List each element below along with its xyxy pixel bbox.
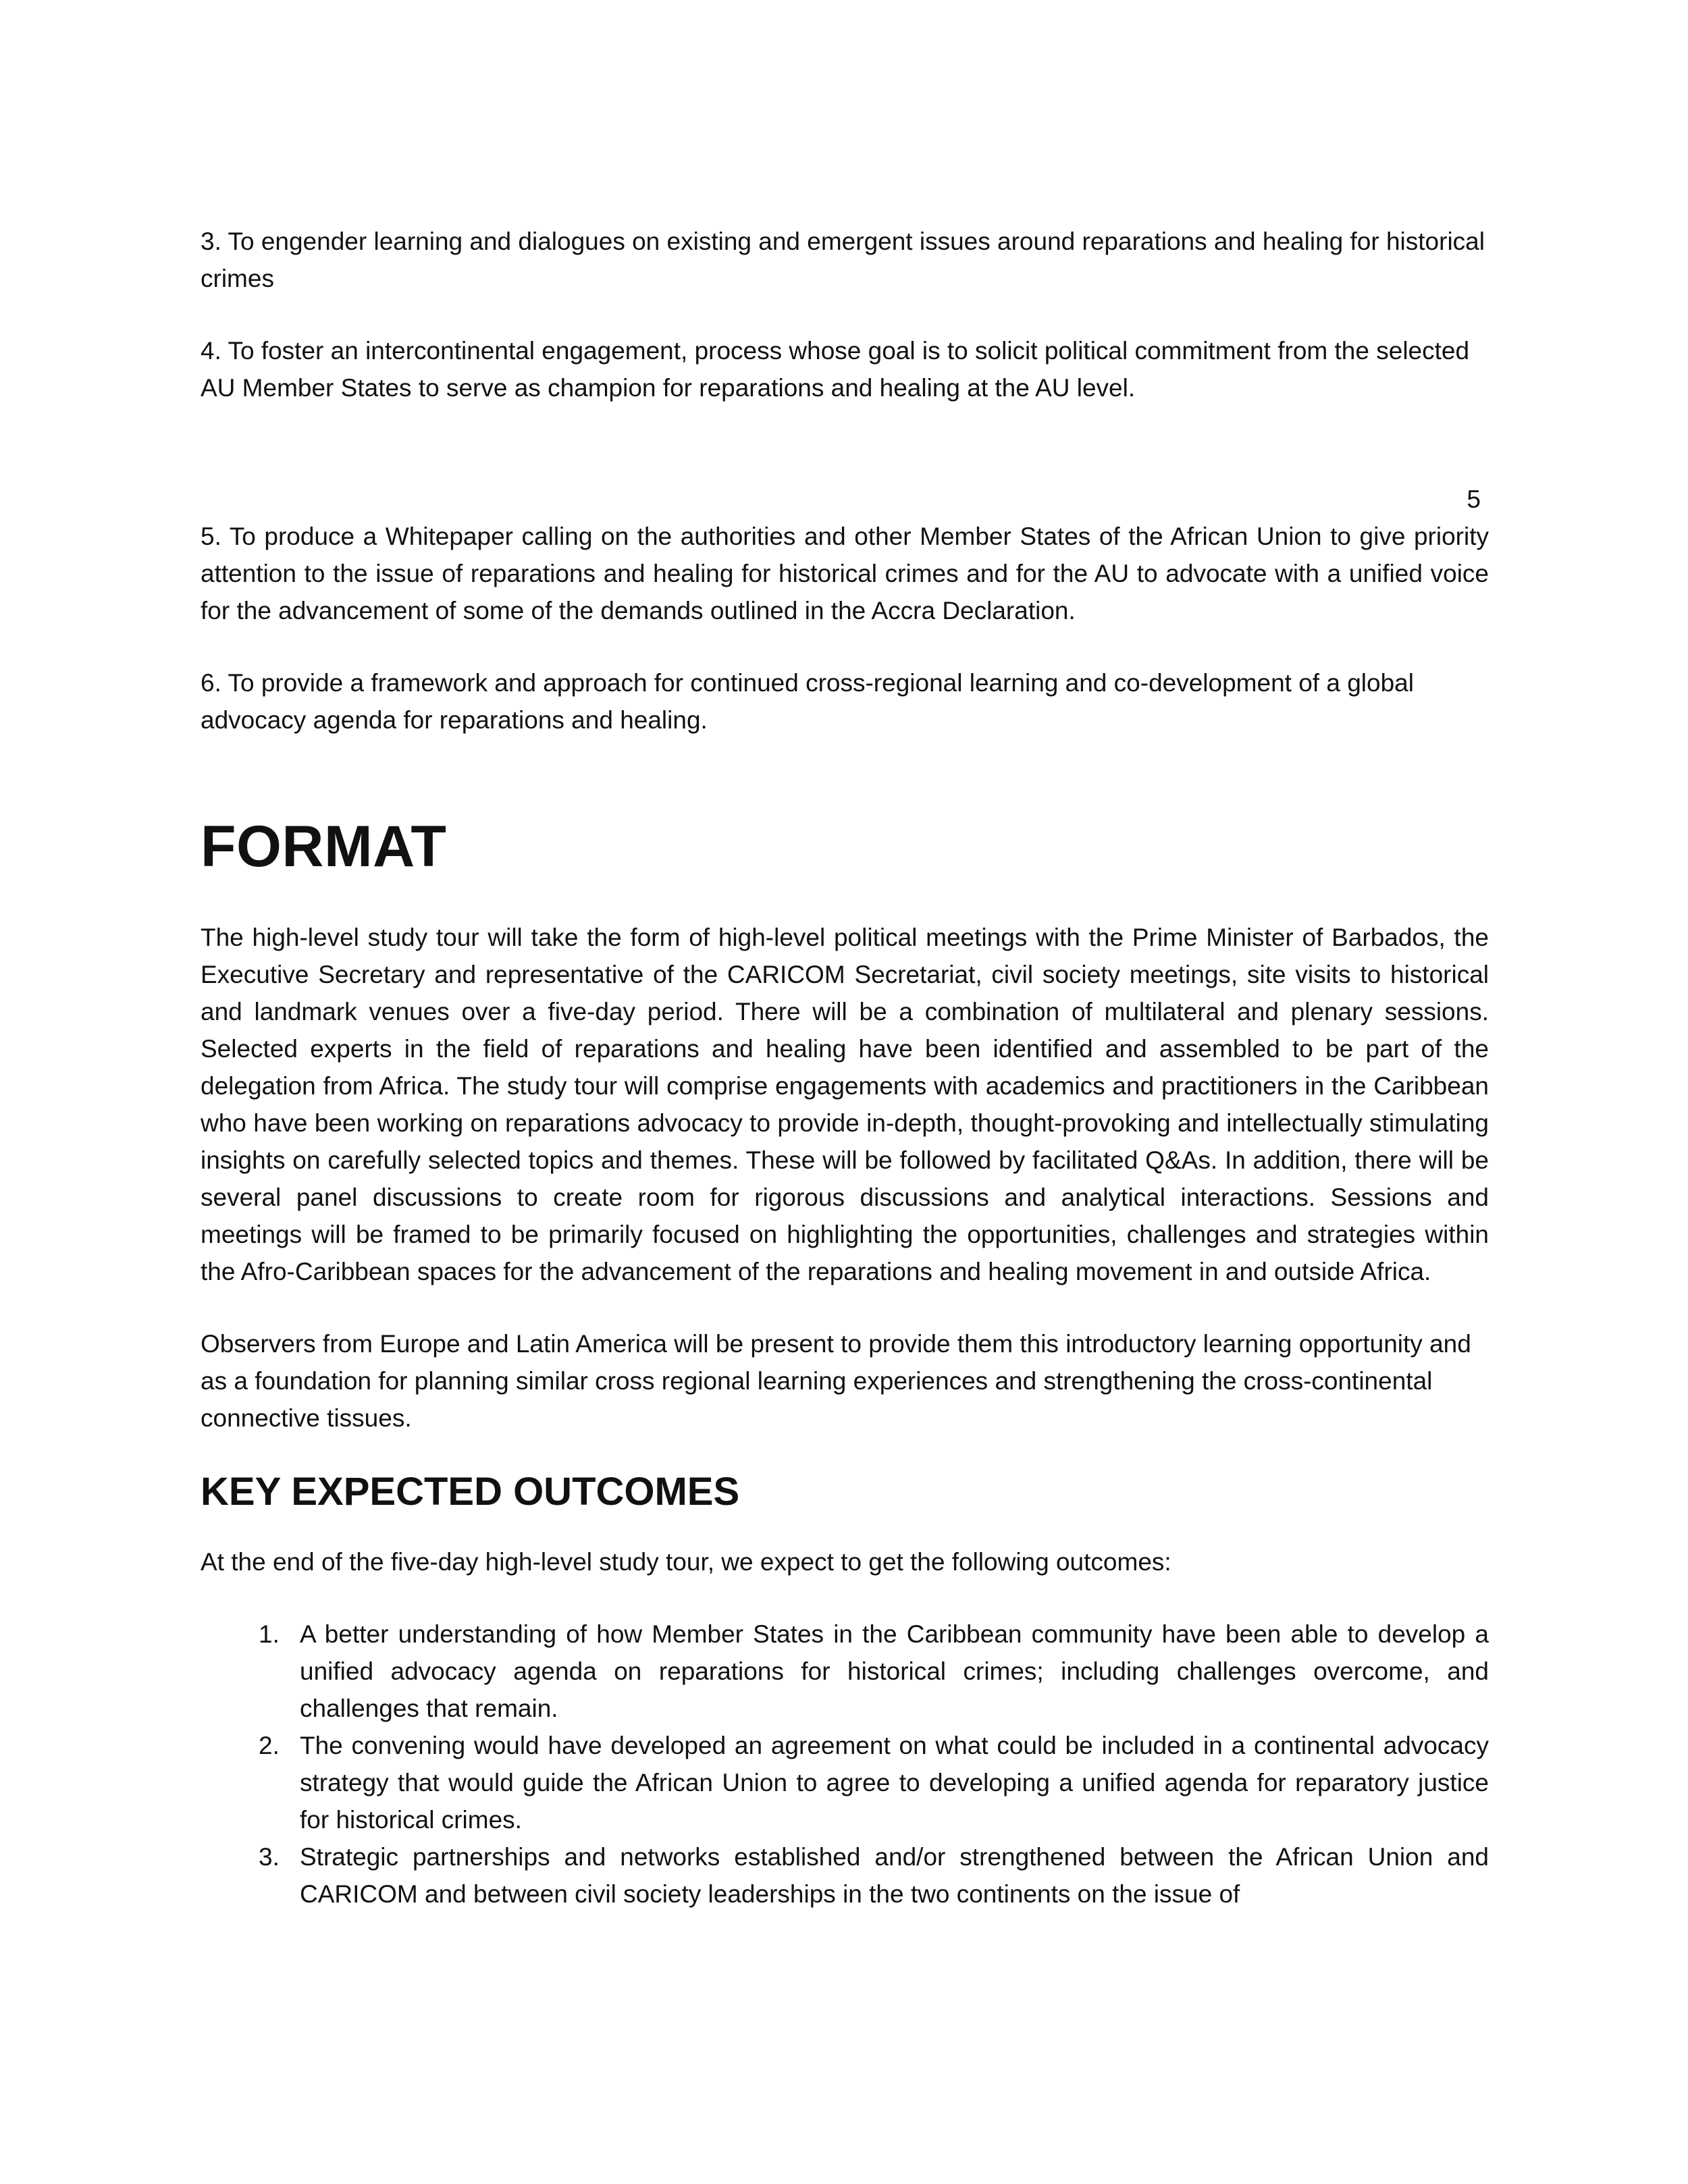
outcomes-intro: At the end of the five-day high-level study tour, we expect to get the following outcomes:	[201, 1548, 1171, 1576]
spacer	[201, 739, 1489, 809]
page-number: 5	[1467, 485, 1481, 513]
objective-4: 4. To foster an intercontinental engagement, process whose goal is to solicit political commitment from the selected AU Member States to serve as champion for reparations and healing at the AU level.	[201, 337, 1470, 402]
outcome-item	[201, 1838, 1489, 1913]
spacer	[201, 884, 1489, 919]
outcome-text: A better understanding of how Member States in the Caribbean community have been able to develop a unified advocacy agenda on reparations for historical crimes; including challenges overcome, and challenges that remain.	[300, 1620, 1489, 1722]
objective-5: 5. To produce a Whitepaper calling on the authorities and other Member States of the African Union to give priority attention to the issue of reparations and healing for historical crimes and for the AU to advocate with a unified voice for the advancement of some of the demands outlined in the Accra Declaration.	[201, 523, 1489, 624]
outcomes-list	[201, 1616, 1489, 1913]
outcome-text: Strategic partnerships and networks established and/or strengthened between the African Union and CARICOM and between civil society leaderships in the two continents on the issue of	[300, 1843, 1489, 1908]
format-paragraph: The high-level study tour will take the form of high-level political meetings with the Prime Minister of Barbados, the Executive Secretary and representative of the CARICOM Secretariat, civil society meetings, site visits to historical and landmark venues over a five-day period. There will be a combination of multilateral and plenary sessions. Selected experts in the field of reparations and healing have been identified and assembled to be part of the delegation from Africa. The study tour will comprise engagements with academics and practitioners in the Caribbean who have been working on reparations advocacy to provide in-depth, thought-provoking and intellectually stimulating insights on carefully selected topics and themes. These will be followed by facilitated Q&As. In addition, there will be several panel discussions to create room for rigorous discussions and analytical interactions. Sessions and meetings will be framed to be primarily focused on highlighting the opportunities, challenges and strategies within the Afro-Caribbean spaces for the advancement of the reparations and healing movement in and outside Africa.	[201, 924, 1489, 1285]
observers-paragraph: Observers from Europe and Latin America will be present to provide them this introductory learning opportunity and as a foundation for planning similar cross regional learning experiences and strengthening the cross-continental connective tissues.	[201, 1330, 1471, 1432]
outcome-item	[201, 1727, 1489, 1838]
document-page	[201, 223, 1489, 1913]
spacer	[201, 1290, 1489, 1325]
outcome-number: 2.	[259, 1732, 280, 1759]
objective-6: 6. To provide a framework and approach for continued cross-regional learning and co-development of a global advocacy agenda for reparations and healing.	[201, 669, 1414, 734]
spacer	[201, 1437, 1489, 1465]
objective-3: 3. To engender learning and dialogues on existing and emergent issues around reparations and healing for historical crimes	[201, 228, 1485, 292]
spacer	[201, 629, 1489, 664]
outcome-item	[201, 1616, 1489, 1727]
spacer	[201, 1580, 1489, 1616]
format-heading: FORMAT	[201, 814, 447, 879]
outcome-number: 1.	[259, 1620, 280, 1648]
outcomes-heading: KEY EXPECTED OUTCOMES	[201, 1470, 740, 1514]
outcome-text: The convening would have developed an agreement on what could be included in a continental advocacy strategy that would guide the African Union to agree to developing a unified agenda for reparatory justice for historical crimes.	[300, 1732, 1489, 1834]
spacer	[201, 406, 1489, 481]
spacer	[201, 1519, 1489, 1543]
outcome-number: 3.	[259, 1843, 280, 1871]
spacer	[201, 297, 1489, 332]
